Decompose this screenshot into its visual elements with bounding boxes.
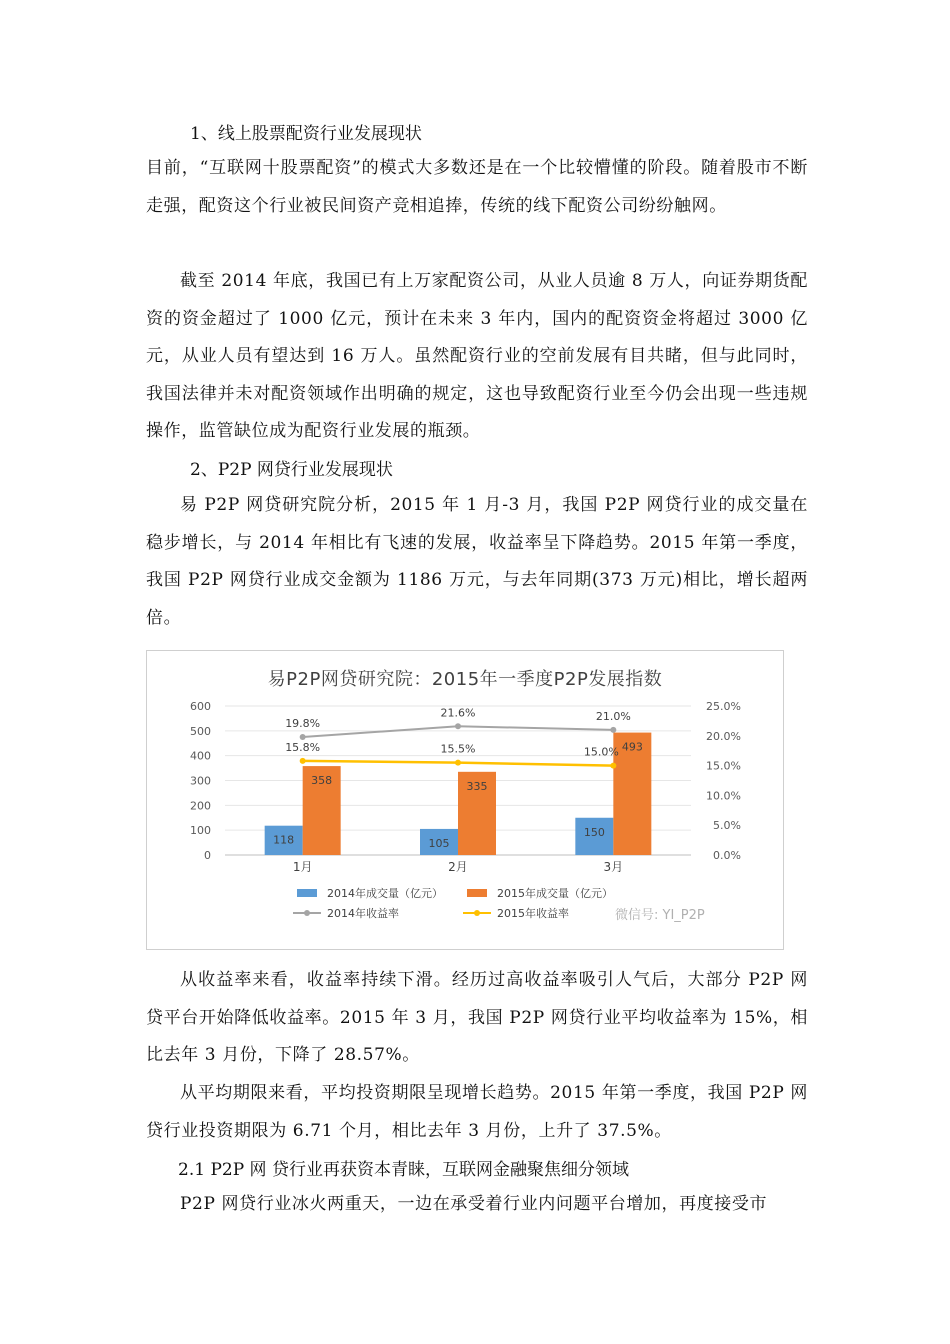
line-point [455,723,461,729]
legend-label: 2014年收益率 [327,907,399,920]
section-2-1-heading: 2.1 P2P 网 贷行业再获资本青睐，互联网金融聚焦细分领域 [178,1160,629,1180]
bar-data-label: 493 [621,740,643,754]
line-data-label: 15.0% [583,745,619,759]
after-chart-paragraph-2: 从平均期限来看，平均投资期限呈现增长趋势。2015 年第一季度，我国 P2P 网贷行业投资期限为 6.71 个月，相比去年 3 月份，上升了 37.5%。 [146,1083,808,1141]
chart-svg [147,651,783,949]
bar-data-label: 118 [273,833,295,847]
section-1-heading: 1、线上股票配资行业发展现状 [190,124,422,144]
legend-label: 2014年成交量（亿元） [327,887,443,900]
chart-title: 易P2P网贷研究院：2015年一季度P2P发展指数 [267,669,663,690]
legend-swatch-marker [304,910,310,916]
y2-tick-label: 20.0% [706,729,741,743]
bar-data-label: 358 [311,774,333,788]
y2-tick-label: 25.0% [706,700,741,713]
chart-figure [146,650,784,950]
line-point [300,734,306,740]
line-point [610,727,616,733]
legend-label: 2015年成交量（亿元） [497,887,613,900]
y-tick-label: 300 [190,774,211,788]
section-2-heading: 2、P2P 网贷行业发展现状 [190,460,393,480]
legend-swatch [297,889,317,897]
section-2-paragraph-1: 易 P2P 网贷研究院分析，2015 年 1 月-3 月，我国 P2P 网贷行业的成交量在稳步增长，与 2014 年相比有飞速的发展，收益率呈下降趋势。2015 年第一季度，我国 P2P 网贷行业成交金额为 1186 万元，与去年同期(373 万元)相比，增长超两倍。 [146,495,808,628]
y-tick-label: 400 [190,749,211,763]
y-tick-label: 0 [204,849,211,862]
legend-swatch [467,889,487,897]
y2-tick-label: 0.0% [713,849,741,862]
bar-data-label: 150 [583,825,605,839]
line-data-label: 21.6% [440,706,476,720]
bar-data-label: 105 [428,836,450,850]
y2-tick-label: 5.0% [713,819,741,833]
x-tick-label: 3月 [603,860,624,874]
y-tick-label: 200 [190,799,211,813]
x-tick-label: 1月 [292,860,313,874]
line-point [455,760,461,766]
section-2-1-paragraph: P2P 网贷行业冰火两重天，一边在承受着行业内问题平台增加，再度接受市 [180,1194,768,1214]
y-tick-label: 500 [190,724,211,738]
y-tick-label: 600 [190,700,211,713]
line-data-label: 21.0% [595,709,631,723]
y2-tick-label: 15.0% [706,759,741,773]
line-data-label: 19.8% [285,716,321,730]
bar-data-label: 335 [466,779,488,793]
line-data-label: 15.8% [285,740,321,754]
section-1-paragraph-1: 目前，“互联网十股票配资”的模式大多数还是在一个比较懵懂的阶段。随着股市不断走强，配资这个行业被民间资产竞相追捧，传统的线下配资公司纷纷触网。 [146,158,808,216]
after-chart-paragraph-1: 从收益率来看，收益率持续下滑。经历过高收益率吸引人气后，大部分 P2P 网贷平台开始降低收益率。2015 年 3 月，我国 P2P 网贷行业平均收益率为 15%，相比去年 3 月份，下降了 28.57%。 [146,970,808,1065]
y2-tick-label: 10.0% [706,789,741,803]
x-tick-label: 2月 [448,860,468,874]
line-data-label: 15.5% [440,742,476,756]
legend-label: 2015年收益率 [497,907,569,920]
legend-swatch-marker [474,910,480,916]
y-tick-label: 100 [190,824,211,838]
watermark-text: 微信号: YI_P2P [615,908,705,923]
line-point [300,758,306,764]
section-1-paragraph-2: 截至 2014 年底，我国已有上万家配资公司，从业人员逾 8 万人，向证券期货配资的资金超过了 1000 亿元，预计在未来 3 年内，国内的配资资金将超过 3000 亿元，从业人员有望达到 16 万人。虽然配资行业的空前发展有目共睹，但与此同时，我国法律并未对配资领域作出明确的规定，这也导致配资行业至今仍会出现一些违规操作，监管缺位成为配资行业发展的瓶颈。 [146,271,808,441]
line-point [610,763,616,769]
